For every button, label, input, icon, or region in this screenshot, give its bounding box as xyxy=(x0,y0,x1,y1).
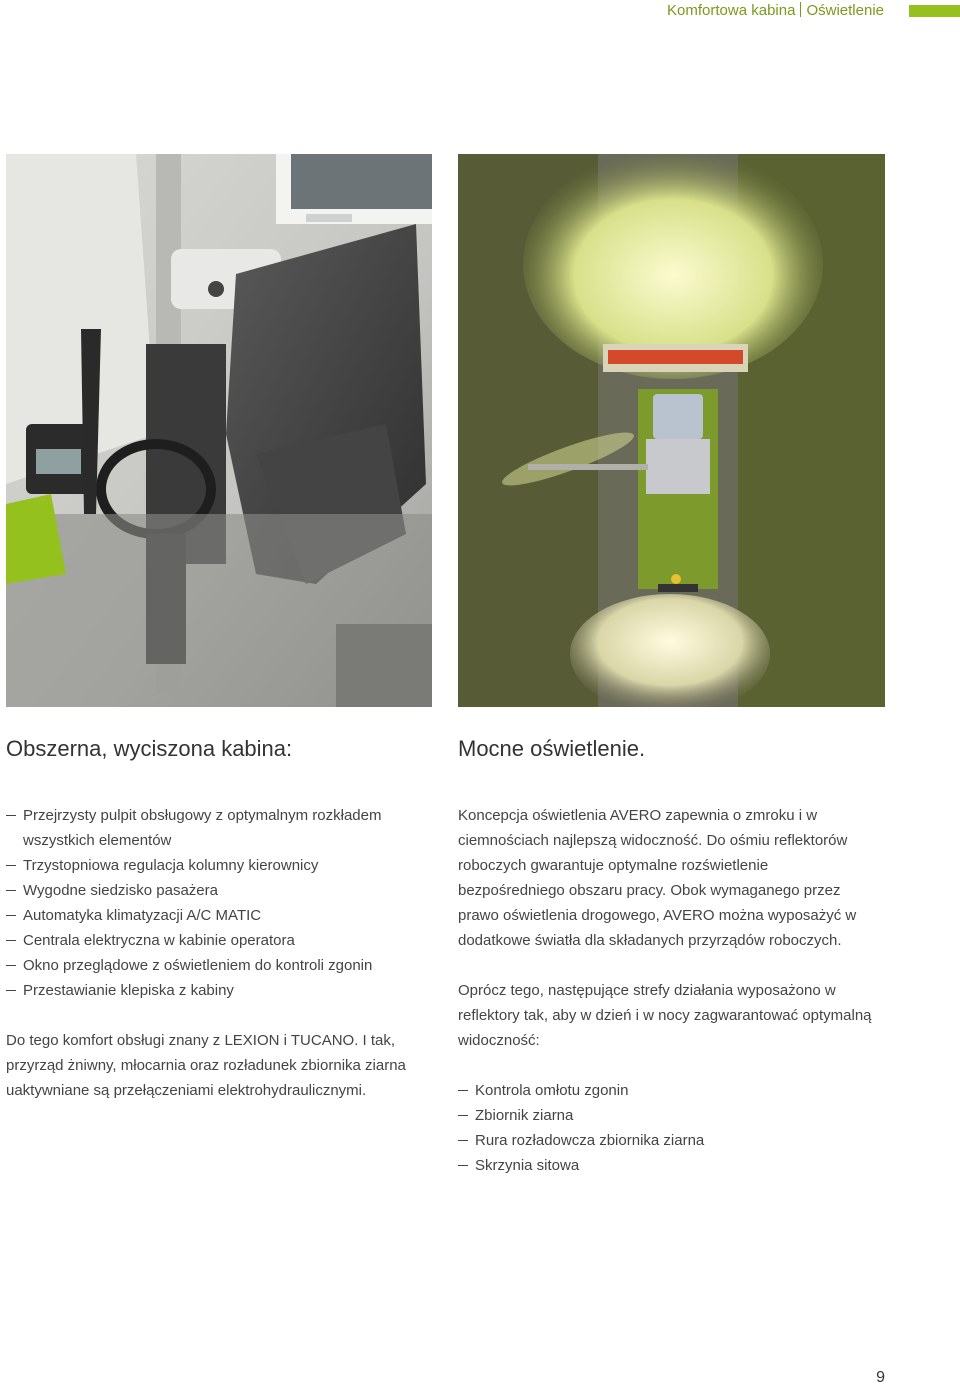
list-item: Rura rozładowcza zbiornika ziarna xyxy=(458,1128,878,1153)
left-column xyxy=(6,735,426,1103)
page-header xyxy=(0,0,960,24)
header-accent-bar xyxy=(909,5,960,17)
list-item: Wygodne siedzisko pasażera xyxy=(6,878,426,903)
list-item: Przestawianie klepiska z kabiny xyxy=(6,978,426,1003)
right-paragraph-1: Koncepcja oświetlenia AVERO zapewnia o zmroku i w ciemnościach najlepszą widoczność. Do ośmiu reflektorów roboczych gwarantuje optymalne rozświetlenie bezpośredniego obszaru pracy. Obok wymaganego przez prawo oświetlenia drogowego, AVERO można wyposażyć w dodatkowe światła dla składanych przyrządów roboczych. xyxy=(458,807,857,949)
header-separator xyxy=(800,2,801,17)
list-item: Przejrzysty pulpit obsługowy z optymalnym rozkładem wszystkich elementów xyxy=(6,803,426,853)
lighting-zones-list xyxy=(458,1078,878,1178)
list-item: Okno przeglądowe z oświetleniem do kontroli zgonin xyxy=(6,953,426,978)
right-heading: Mocne oświetlenie. xyxy=(458,736,646,761)
list-item: Kontrola omłotu zgonin xyxy=(458,1078,878,1103)
list-item: Automatyka klimatyzacji A/C MATIC xyxy=(6,903,426,928)
cab-interior-photo xyxy=(6,154,432,707)
combine-night-lighting-photo xyxy=(458,154,885,707)
features-list xyxy=(6,803,426,1003)
list-item: Skrzynia sitowa xyxy=(458,1153,878,1178)
header-subsection: Oświetlenie xyxy=(806,2,884,19)
list-item: Trzystopniowa regulacja kolumny kierownicy xyxy=(6,853,426,878)
list-item: Centrala elektryczna w kabinie operatora xyxy=(6,928,426,953)
page-number: 9 xyxy=(876,1369,885,1386)
left-paragraph: Do tego komfort obsługi znany z LEXION i TUCANO. I tak, przyrząd żniwny, młocarnia oraz rozładunek zbiornika ziarna uaktywniane są przełączeniami elektrohydraulicznymi. xyxy=(6,1032,406,1099)
right-paragraph-2: Oprócz tego, następujące strefy działania wyposażono w reflektory tak, aby w dzień i w nocy zagwarantować optymalną widoczność: xyxy=(458,982,872,1049)
header-section: Komfortowa kabina xyxy=(667,2,796,19)
left-heading: Obszerna, wyciszona kabina: xyxy=(6,736,293,761)
right-column xyxy=(458,735,878,1178)
header-title xyxy=(667,2,884,19)
list-item: Zbiornik ziarna xyxy=(458,1103,878,1128)
